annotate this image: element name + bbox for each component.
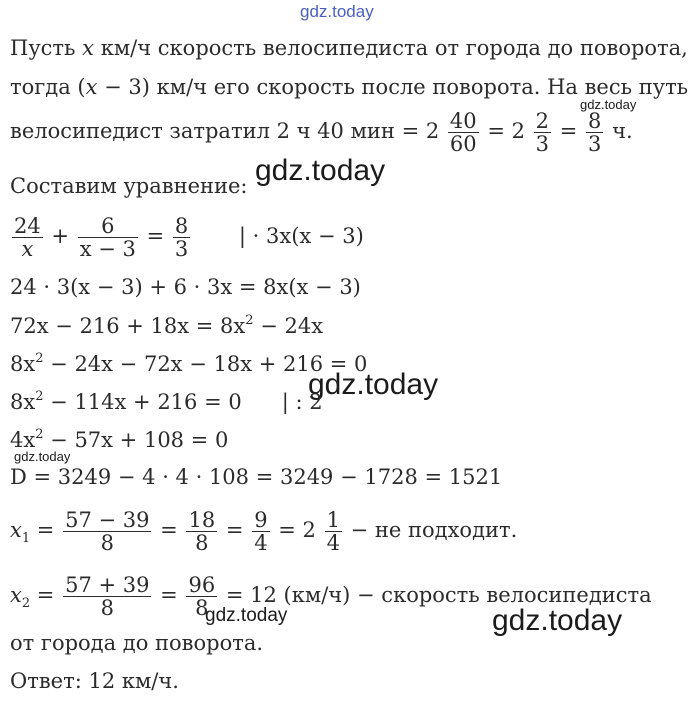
- equation-4: $8x^2 - 24x - 72x - 18x + 216 = 0$: [10, 351, 368, 376]
- fraction: $\frac{18}{8}$: [188, 507, 216, 555]
- paragraph-end: от города до поворота.: [10, 631, 264, 655]
- root-x1: $x_1$ = $\frac{57 - 39}{8}$ = $\frac{18}{8}$ = $\frac{9}{4}$ = 2 $\frac{1}{4}$ − не подходит.: [10, 507, 518, 555]
- answer: Ответ: 12 км/ч.: [10, 669, 179, 693]
- fraction: $\frac{57 + 39}{8}$: [65, 572, 150, 620]
- fraction: $\frac{8}{3}$: [588, 108, 602, 156]
- paragraph-line-4: Составим уравнение:: [10, 174, 248, 198]
- fraction: $\frac{9}{4}$: [254, 507, 268, 555]
- watermark: gdz.today: [255, 154, 386, 187]
- fraction: $\frac{6}{x - 3}$: [79, 213, 136, 261]
- watermark: gdz.today: [492, 604, 623, 637]
- watermark-small: gdz.today: [14, 449, 71, 464]
- watermark-small: gdz.today: [580, 97, 637, 112]
- fraction: $\frac{1}{4}$: [326, 507, 340, 555]
- watermark-top: gdz.today: [300, 2, 374, 21]
- equation-6: $4x^2 - 57x + 108 = 0$: [10, 427, 229, 452]
- watermark-medium: gdz.today: [205, 605, 288, 626]
- equation-1: $\frac{24}{x}$ + $\frac{6}{x - 3}$ = $\frac{8}{3}$ | · 3x(x − 3): [14, 213, 364, 261]
- paragraph-line-2: тогда (x − 3) км/ч его скорость после поворота. На весь путь: [10, 75, 688, 99]
- fraction: $\frac{40}{60}$: [449, 108, 477, 156]
- fraction: $\frac{8}{3}$: [174, 213, 189, 261]
- equation-3: $72x - 216 + 18x = 8x^2 - 24x$: [10, 313, 324, 338]
- equation-2: 24 · 3(x − 3) + 6 · 3x = 8x(x − 3): [10, 275, 361, 299]
- watermark: gdz.today: [308, 368, 439, 401]
- fraction: $\frac{2}{3}$: [535, 108, 550, 156]
- paragraph-line-1: Пусть x км/ч скорость велосипедиста от города до поворота,: [10, 36, 688, 60]
- discriminant: D = 3249 − 4 · 4 · 108 = 3249 − 1728 = 1521: [10, 465, 503, 489]
- fraction: $\frac{57 - 39}{8}$: [65, 507, 150, 555]
- fraction: $\frac{96}{8}$: [188, 572, 216, 620]
- paragraph-line-3: велосипедист затратил 2 ч 40 мин = 2 $\frac{40}{60}$ = 2 $\frac{2}{3}$ = $\frac{8}{3}$ ч.: [10, 108, 633, 156]
- equation-5: $8x^2 - 114x + 216 = 0$ | : 2: [10, 389, 323, 414]
- root-x2: $x_2$ = $\frac{57 + 39}{8}$ = $\frac{96}{8}$ = 12 (км/ч) − скорость велосипедиста: [10, 572, 652, 620]
- fraction: $\frac{24}{x}$: [14, 213, 41, 261]
